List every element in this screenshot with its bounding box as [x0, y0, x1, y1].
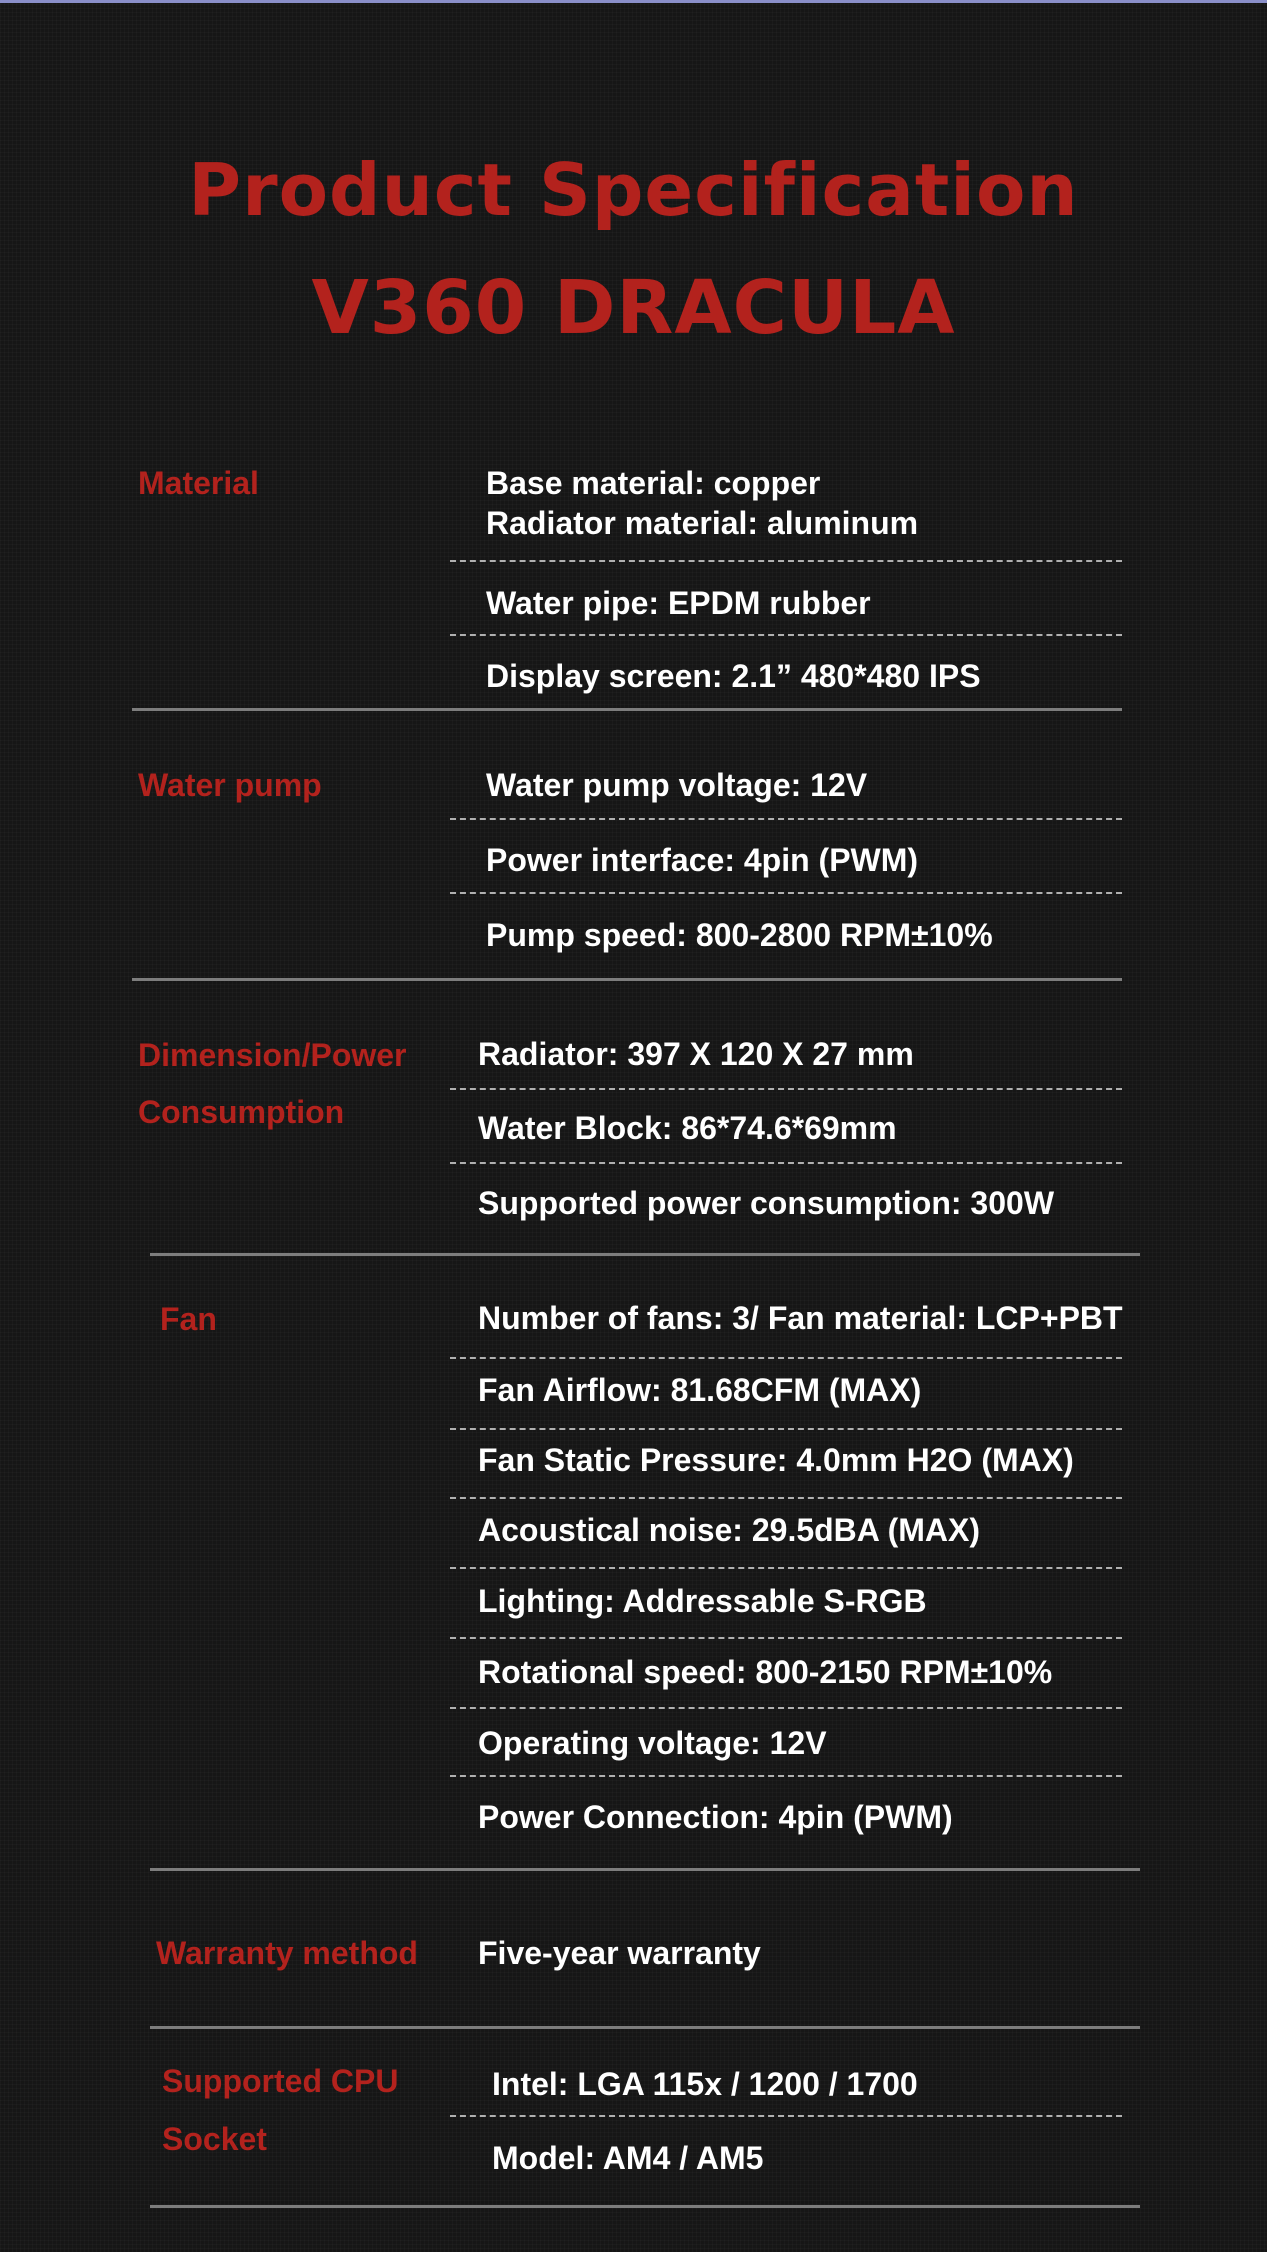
dashed-divider [450, 1162, 1122, 1164]
spec-pump-voltage: Water pump voltage: 12V [486, 767, 868, 803]
section-label-consumption: Consumption [138, 1094, 345, 1130]
dashed-divider [450, 1637, 1122, 1639]
dashed-divider [450, 892, 1122, 894]
dashed-divider [450, 1775, 1122, 1777]
spec-radiator-size: Radiator: 397 X 120 X 27 mm [478, 1036, 914, 1072]
spec-fan-airflow: Fan Airflow: 81.68CFM (MAX) [478, 1372, 922, 1408]
spec-intel-socket: Intel: LGA 115x / 1200 / 1700 [492, 2066, 918, 2102]
dashed-divider [450, 1357, 1122, 1359]
spec-display-screen: Display screen: 2.1” 480*480 IPS [486, 658, 981, 694]
spec-rotational-speed: Rotational speed: 800-2150 RPM±10% [478, 1654, 1053, 1690]
spec-operating-voltage: Operating voltage: 12V [478, 1725, 827, 1761]
spec-water-block: Water Block: 86*74.6*69mm [478, 1110, 897, 1146]
section-label-fan: Fan [160, 1301, 217, 1337]
spec-power-connection: Power Connection: 4pin (PWM) [478, 1799, 953, 1835]
page-title: Product Specification [188, 148, 1079, 232]
spec-lighting: Lighting: Addressable S-RGB [478, 1583, 927, 1619]
dashed-divider [450, 634, 1122, 636]
section-divider [150, 1868, 1140, 1871]
section-divider [150, 2026, 1140, 2029]
dashed-divider [450, 1428, 1122, 1430]
dashed-divider [450, 1497, 1122, 1499]
spec-power-interface: Power interface: 4pin (PWM) [486, 842, 919, 878]
section-divider [150, 1253, 1140, 1256]
spec-amd-socket: Model: AM4 / AM5 [492, 2140, 764, 2176]
section-label-socket: Socket [162, 2121, 267, 2157]
top-accent-bar [0, 0, 1267, 3]
spec-base-material: Base material: copper [486, 465, 821, 501]
section-label-dimension: Dimension/Power [138, 1037, 407, 1073]
product-name: V360 DRACULA [311, 265, 956, 351]
section-label-water-pump: Water pump [138, 767, 322, 803]
dashed-divider [450, 818, 1122, 820]
spec-fan-count-material: Number of fans: 3/ Fan material: LCP+PBT [478, 1300, 1123, 1336]
section-label-warranty: Warranty method [156, 1935, 418, 1971]
dashed-divider [450, 560, 1122, 562]
spec-radiator-material: Radiator material: aluminum [486, 505, 919, 541]
dashed-divider [450, 2115, 1122, 2117]
section-divider [150, 2205, 1140, 2208]
spec-pump-speed: Pump speed: 800-2800 RPM±10% [486, 917, 993, 953]
section-label-material: Material [138, 465, 259, 501]
spec-water-pipe: Water pipe: EPDM rubber [486, 585, 871, 621]
section-label-supported-cpu: Supported CPU [162, 2063, 399, 2099]
dashed-divider [450, 1088, 1122, 1090]
dashed-divider [450, 1567, 1122, 1569]
dashed-divider [450, 1707, 1122, 1709]
spec-fan-static-pressure: Fan Static Pressure: 4.0mm H2O (MAX) [478, 1442, 1074, 1478]
spec-power-consumption: Supported power consumption: 300W [478, 1185, 1055, 1221]
section-divider [132, 708, 1122, 711]
spec-acoustical-noise: Acoustical noise: 29.5dBA (MAX) [478, 1512, 981, 1548]
section-divider [132, 978, 1122, 981]
spec-warranty: Five-year warranty [478, 1935, 761, 1971]
